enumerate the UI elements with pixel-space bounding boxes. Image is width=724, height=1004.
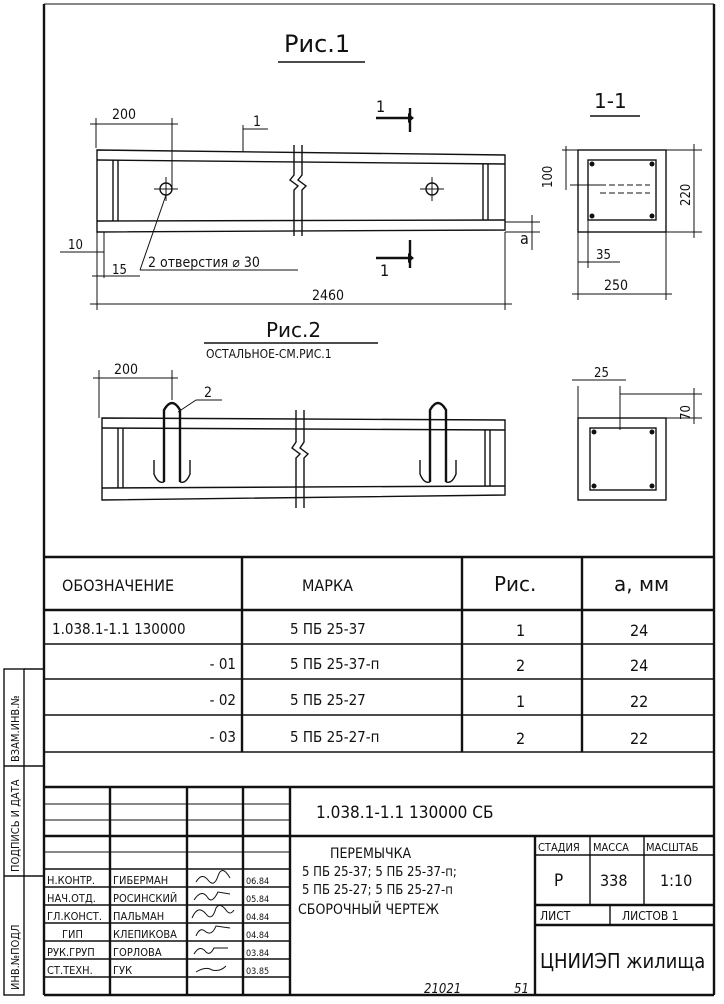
staff-row (47, 910, 269, 923)
section11-dim-100: 100 (541, 165, 556, 188)
stage-label: СТАДИЯ (538, 841, 580, 854)
fig1-dim-a: a (520, 229, 529, 248)
sheets-label: ЛИСТОВ 1 (622, 909, 679, 923)
fig2-title: Рис.2 (266, 318, 322, 342)
header-mark: МАРКА (302, 576, 354, 595)
fig1-pos-1: 1 (253, 114, 262, 130)
scale-label: МАСШТАБ (646, 841, 699, 854)
row-designation: - 01 (209, 655, 236, 673)
staff-date: 04.84 (246, 913, 270, 923)
table-row (52, 620, 648, 640)
row-a: 22 (630, 692, 649, 711)
title-block-name3: 5 ПБ 25-27; 5 ПБ 25-27-п (302, 883, 453, 898)
staff-row (47, 946, 269, 959)
fig1-section-mark-bottom: 1 (380, 261, 390, 280)
row-designation: 1.038.1-1.1 130000 (52, 620, 186, 638)
title-block-name4: СБОРОЧНЫЙ ЧЕРТЕЖ (298, 902, 439, 918)
staff-date: 06.84 (246, 877, 270, 887)
header-designation: ОБОЗНАЧЕНИЕ (62, 576, 175, 595)
title-block-name1: ПЕРЕМЫЧКА (330, 846, 412, 862)
section11-dim-250: 250 (604, 278, 629, 294)
section11-dim-35: 35 (596, 248, 611, 263)
row-fig: 2 (516, 656, 526, 675)
staff-name: РОСИНСКИЙ (113, 892, 178, 905)
fig1-dim-2460: 2460 (312, 288, 345, 304)
fig1-holes-note: 2 отверстия ⌀ 30 (148, 255, 260, 271)
section-1-1 (541, 89, 702, 300)
staff-role: НАЧ.ОТД. (47, 892, 96, 905)
title-block (44, 787, 714, 995)
staff-role: СТ.ТЕХН. (47, 964, 93, 977)
staff-role: Н.КОНТР. (47, 874, 95, 887)
row-a: 22 (630, 729, 649, 748)
row-designation: - 02 (209, 691, 236, 709)
staff-row (62, 928, 269, 941)
staff-row (47, 892, 269, 905)
staff-name: ГОРЛОВА (113, 946, 162, 959)
staff-role: РУК.ГРУП (47, 946, 95, 959)
fig1-dim-10: 10 (68, 238, 83, 253)
row-a: 24 (630, 656, 649, 675)
section2-dim-70: 70 (679, 405, 694, 420)
staff-name: КЛЕПИКОВА (113, 928, 177, 941)
stage-value: Р (554, 871, 564, 891)
staff-date: 03.85 (246, 967, 270, 977)
staff-date: 05.84 (246, 895, 270, 905)
header-fig: Рис. (494, 572, 537, 596)
footer-number: 21021 (424, 982, 462, 997)
row-mark: 5 ПБ 25-27 (290, 691, 366, 709)
staff-date: 04.84 (246, 931, 270, 941)
side-stamp (4, 669, 44, 995)
row-fig: 2 (516, 729, 526, 748)
row-a: 24 (630, 621, 649, 640)
header-a-mm: а, мм (614, 572, 670, 596)
figure-2 (93, 318, 505, 508)
section2-dim-25: 25 (594, 366, 609, 381)
staff-name: ПАЛЬМАН (113, 910, 165, 923)
staff-name: ГУК (113, 964, 133, 977)
organization-name: ЦНИИЭП жилища (540, 949, 706, 973)
sheet-label: ЛИСТ (540, 909, 571, 923)
mass-label: МАССА (593, 841, 629, 854)
row-mark: 5 ПБ 25-37 (290, 620, 366, 638)
row-fig: 1 (516, 621, 526, 640)
mass-value: 338 (600, 871, 628, 890)
row-fig: 1 (516, 692, 526, 711)
footer-page: 51 (514, 982, 529, 997)
fig1-dim-200: 200 (112, 107, 137, 123)
side-stamp-vzam: ВЗАМ.ИНВ.№ (9, 695, 22, 762)
staff-date: 03.84 (246, 949, 270, 959)
section11-dim-220: 220 (679, 183, 694, 206)
title-block-code: 1.038.1-1.1 130000 СБ (316, 803, 494, 823)
fig1-title: Рис.1 (284, 30, 351, 58)
figure-1 (60, 30, 540, 310)
row-designation: - 03 (209, 728, 236, 746)
section-2 (572, 366, 702, 500)
fig2-subtitle: ОСТАЛЬНОЕ-СМ.РИС.1 (206, 347, 332, 361)
fig2-dim-200: 200 (114, 362, 139, 378)
signatures (192, 870, 234, 972)
staff-row (47, 874, 269, 887)
title-block-name2: 5 ПБ 25-37; 5 ПБ 25-37-п; (302, 865, 457, 880)
fig1-section-mark-top: 1 (376, 97, 386, 116)
spec-table (44, 557, 714, 787)
scale-value: 1:10 (660, 871, 693, 890)
row-mark: 5 ПБ 25-37-п (290, 655, 380, 673)
row-mark: 5 ПБ 25-27-п (290, 728, 380, 746)
section11-title: 1-1 (594, 89, 627, 113)
staff-row (47, 964, 269, 977)
fig1-dim-15: 15 (112, 263, 127, 278)
staff-role: ГИП (62, 928, 83, 941)
fig2-pos-2: 2 (204, 385, 213, 401)
side-stamp-inv: ИНВ.№ПОДЛ (9, 924, 22, 990)
staff-name: ГИБЕРМАН (113, 874, 169, 887)
side-stamp-podpis: ПОДПИСЬ И ДАТА (9, 779, 22, 872)
staff-role: ГЛ.КОНСТ. (47, 910, 102, 923)
